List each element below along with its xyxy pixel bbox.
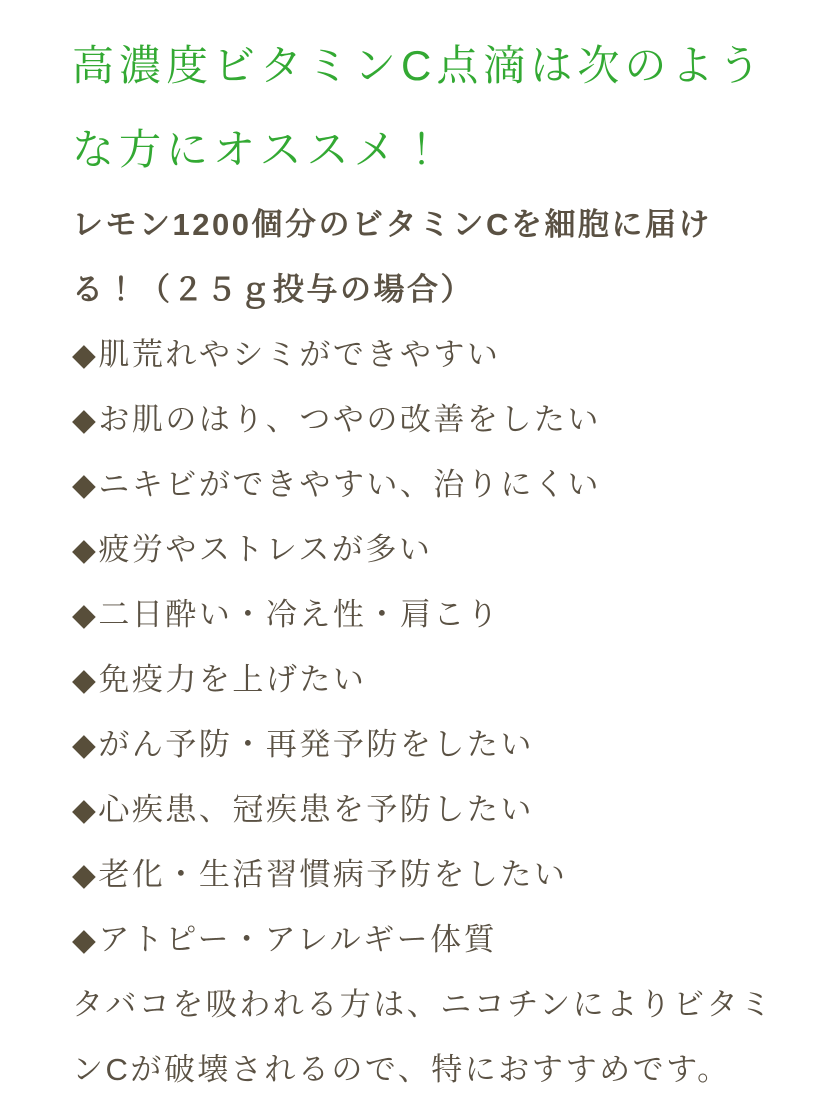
benefit-item [72,907,774,972]
benefit-list [72,322,774,972]
benefit-item-label: 二日酔い・冷え性・肩こり [98,597,501,632]
lead-sentence: レモン1200個分のビタミンCを細胞に届ける！（２５ｇ投与の場合） [72,207,712,307]
diamond-bullet-icon: ◆ [72,402,99,437]
benefit-item [72,842,774,907]
benefit-item-label: 疲労やストレスが多い [98,532,433,567]
diamond-bullet-icon: ◆ [72,922,99,957]
diamond-bullet-icon: ◆ [72,532,99,567]
benefit-item-label: アトピー・アレルギー体質 [98,922,498,957]
benefit-item-label: 免疫力を上げたい [98,662,367,697]
smoker-note: タバコを吸われる方は、ニコチンによりビタミンCが破壊されるので、特におすすめです。 [72,987,774,1087]
diamond-bullet-icon: ◆ [72,467,99,502]
benefit-item-label: 心疾患、冠疾患を予防したい [98,792,534,827]
benefit-item-label: がん予防・再発予防をしたい [98,727,534,762]
diamond-bullet-icon: ◆ [72,727,99,762]
diamond-bullet-icon: ◆ [72,337,99,372]
benefit-item [72,452,774,517]
diamond-bullet-icon: ◆ [72,597,99,632]
benefit-item-label: ニキビができやすい、治りにくい [98,467,601,502]
benefit-item-label: 肌荒れやシミができやすい [98,337,501,372]
benefit-item [72,387,774,452]
benefit-item-label: 老化・生活習慣病予防をしたい [98,857,568,892]
section-heading: 高濃度ビタミンC点滴は次のような方にオススメ！ [72,42,766,173]
benefit-item [72,777,774,842]
benefit-item [72,712,774,777]
diamond-bullet-icon: ◆ [72,662,99,697]
benefit-item [72,517,774,582]
benefit-item [72,647,774,712]
benefit-item [72,582,774,647]
diamond-bullet-icon: ◆ [72,857,99,892]
benefit-item-label: お肌のはり、つやの改善をしたい [98,402,601,437]
benefit-item [72,322,774,387]
diamond-bullet-icon: ◆ [72,792,99,827]
